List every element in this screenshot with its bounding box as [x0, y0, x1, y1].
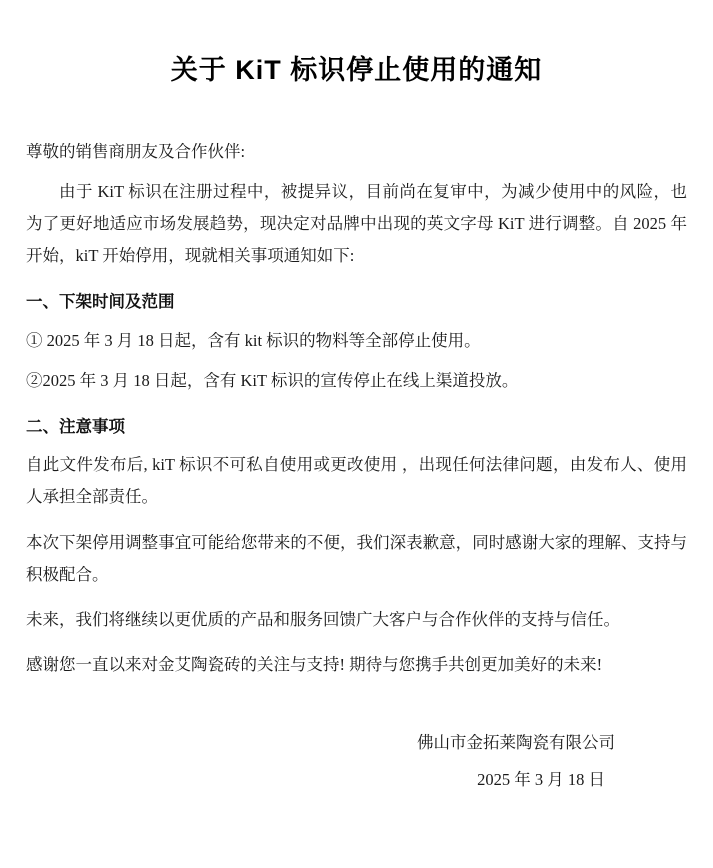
signature-company: 佛山市金拓莱陶瓷有限公司 [417, 733, 615, 753]
section-heading-notes: 二、注意事项 [26, 417, 125, 436]
page-title: 关于 KiT 标识停止使用的通知 [170, 55, 543, 85]
note-paragraph: 本次下架停用调整事宜可能给您带来的不便，我们深表歉意，同时感谢大家的理解、支持与积极配合。 [26, 532, 687, 584]
intro-paragraph: 由于 KiT 标识在注册过程中，被提异议，目前尚在复审中，为减少使用中的风险，也为了更好地适应市场发展趋势，现决定对品牌中出现的英文字母 KiT 进行调整。自 2025 年开始，kiT 开始停用，现就相关事项通知如下: [26, 181, 687, 266]
note-paragraph: 感谢您一直以来对金艾陶瓷砖的关注与支持! 期待与您携手共创更加美好的未来! [26, 655, 603, 675]
note-paragraph: 未来，我们将继续以更优质的产品和服务回馈广大客户与合作伙伴的支持与信任。 [26, 609, 620, 629]
list-item: ① 2025 年 3 月 18 日起，含有 kit 标识的物料等全部停止使用。 [26, 330, 481, 350]
signature-block [26, 725, 687, 798]
list-item: ②2025 年 3 月 18 日起，含有 KiT 标识的宣传停止在线上渠道投放。 [26, 370, 519, 390]
document-body [26, 136, 687, 681]
salutation: 尊敬的销售商朋友及合作伙伴: [26, 141, 246, 161]
signature-date: 2025 年 3 月 18 日 [477, 769, 605, 789]
section-heading-scope: 一、下架时间及范围 [26, 292, 175, 312]
note-paragraph: 自此文件发布后, kiT 标识不可私自使用或更改使用 ，出现任何法律问题，由发布人、使用人承担全部责任。 [26, 455, 687, 507]
